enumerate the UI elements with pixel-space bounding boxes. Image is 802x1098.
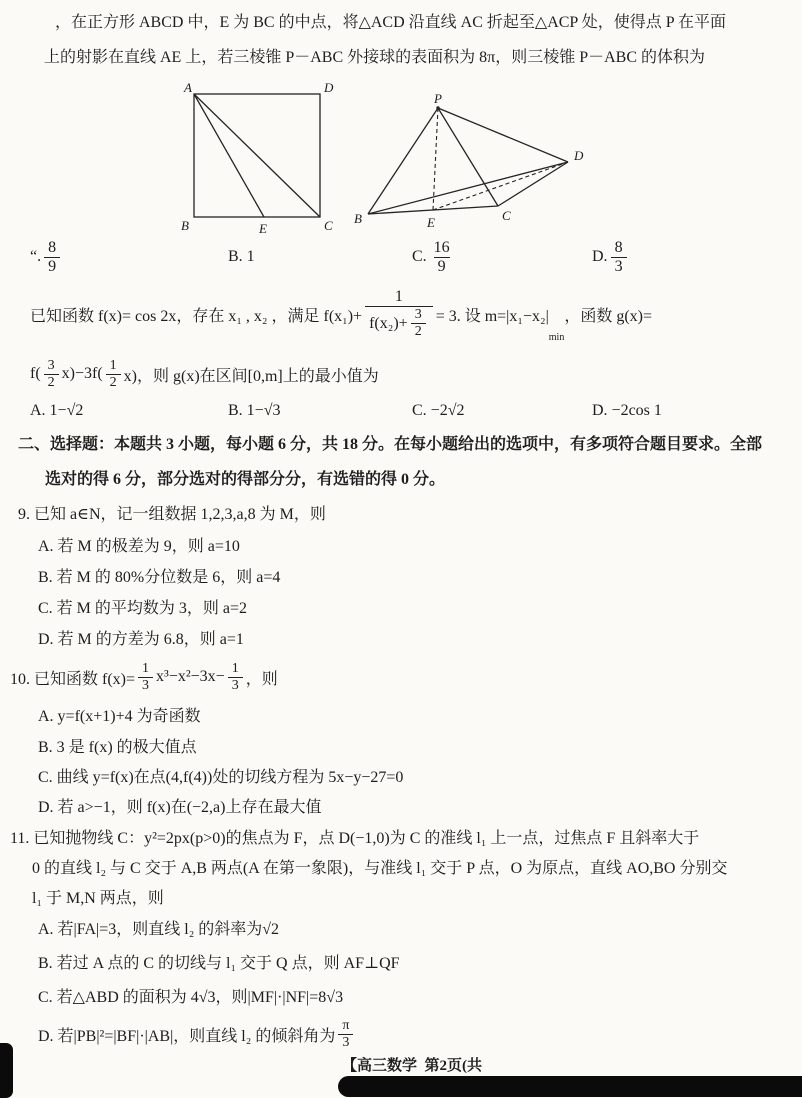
denominator: 3 [338, 1034, 353, 1051]
q7-option-b-text: B. 1 [228, 248, 255, 265]
q10-option-b: B. 3 是 f(x) 的极大值点 [38, 739, 197, 756]
tetra-label-b: B [354, 211, 362, 226]
tetra-dashed-lines [433, 108, 568, 210]
q11-stem-line3: l₁ 于 M,N 两点，则 [32, 890, 164, 907]
section2-header-line1: 二、选择题：本题共 3 小题，每小题 6 分，共 18 分。在每小题给出的选项中，有多项符合题目要求。全部 [18, 436, 763, 453]
q8-stem-pre: 已知函数 f(x)= cos 2x，存在 x₁ , x₂ ，满足 f(x₁)+ [30, 307, 363, 325]
q8-l2-p1: f( [30, 365, 41, 382]
q7-stem-line1: ，在正方形 ABCD 中，E 为 BC 的中点，将△ACD 沿直线 AC 折起至△ACP 处，使得点 P 在平面 [55, 14, 727, 31]
q11-option-d [38, 1012, 356, 1056]
q8-l2-p2: x)−3f( [61, 365, 103, 382]
q7-option-d-label: D. [592, 248, 608, 265]
denominator: 2 [106, 374, 121, 391]
tetra-label-d: D [574, 148, 584, 163]
section2-header-line2: 选对的得 6 分，部分选对的得部分分，有选错的得 0 分。 [45, 471, 446, 488]
q10-option-d: D. 若 a>−1，则 f(x)在(−2,a)上存在最大值 [38, 799, 322, 816]
denominator: 2 [44, 374, 59, 391]
square-label-c: C [324, 218, 333, 233]
tetrahedron-figure [352, 92, 592, 238]
numerator: 1 [231, 660, 239, 676]
q11-option-b: B. 若过 A 点的 C 的切线与 l₁ 交于 Q 点，则 AF⊥QF [38, 955, 400, 972]
q8-option-d: D. −2cos 1 [592, 402, 662, 419]
q10-option-c: C. 曲线 y=f(x)在点(4,f(4))处的切线方程为 5x−y−27=0 [38, 769, 404, 786]
q11-option-d-text: D. 若|PB|²=|BF|·|AB|，则直线 l₂ 的倾斜角为 [38, 1027, 336, 1045]
numerator: 1 [142, 660, 150, 676]
q10-stem-p1: 10. 已知函数 f(x)= [10, 670, 136, 688]
q7-option-c-fraction [430, 239, 454, 276]
denominator: 3 [138, 677, 153, 694]
q7-option-d-fraction [611, 239, 627, 276]
denominator: 9 [434, 257, 450, 276]
q8-big-fraction [365, 288, 433, 339]
q8-l2-p3: x)，则 g(x)在区间[0,m]上的最小值为 [123, 367, 379, 385]
q9-stem: 9. 已知 a∈N，记一组数据 1,2,3,a,8 为 M，则 [18, 506, 326, 523]
tetra-label-p: P [434, 91, 442, 106]
square-label-e: E [259, 221, 267, 236]
q7-option-a-fraction [44, 239, 60, 276]
q7-option-c [412, 234, 457, 280]
q9-option-a: A. 若 M 的极差为 9，则 a=10 [38, 538, 240, 555]
q10-stem-p2: x³−x²−3x− [156, 668, 225, 685]
q8-stem-line1 [30, 283, 652, 345]
q8-l2-fraction1 [44, 358, 59, 390]
q8-option-c: C. −2√2 [412, 402, 465, 419]
q8-stem-line2 [30, 352, 379, 396]
numerator: 16 [433, 238, 450, 256]
q8-stem-mid: = 3. 设 m=|x₁−x₂| [435, 307, 549, 325]
q11-option-d-fraction [338, 1018, 353, 1050]
q10-option-a: A. y=f(x+1)+4 为奇函数 [38, 708, 201, 725]
q8-option-b: B. 1−√3 [228, 402, 281, 419]
square-figure-lines [194, 94, 320, 217]
q10-fraction2 [228, 661, 243, 693]
square-label-d: D [324, 80, 334, 95]
q10-stem [10, 656, 278, 698]
square-label-a: A [184, 80, 192, 95]
q11-stem-line2: 0 的直线 l₂ 与 C 交于 A,B 两点(A 在第一象限)，与准线 l₁ 交于 P 点，O 为原点，直线 AO,BO 分别交 [32, 860, 728, 877]
denominator: 3 [611, 257, 627, 276]
denominator [365, 306, 433, 339]
corner-scan-mark [0, 1043, 13, 1098]
page-footer: 【高三数学 第2页(共 [342, 1058, 482, 1074]
numerator: 8 [614, 238, 623, 256]
q10-stem-p3: ，则 [245, 670, 278, 688]
tetra-label-e: E [427, 215, 435, 230]
numerator: 1 [394, 288, 403, 306]
q9-option-d: D. 若 M 的方差为 6.8，则 a=1 [38, 631, 244, 648]
q7-stem-line2: 上的射影在直线 AE 上，若三棱锥 P－ABC 外接球的表面积为 8π，则三棱锥 P－ABC 的体积为 [44, 49, 706, 66]
denominator: 3 [228, 677, 243, 694]
numerator: 3 [414, 307, 422, 323]
q7-option-b [228, 234, 255, 280]
q7-option-a-label: “. [30, 248, 42, 265]
q8-stem-post: ，函数 g(x)= [564, 307, 653, 325]
q8-den-pre: f(x₂)+ [369, 314, 408, 332]
q8-min-subscript: min [548, 332, 565, 343]
q7-option-c-label: C. [412, 248, 427, 265]
q9-option-b: B. 若 M 的 80%分位数是 6，则 a=4 [38, 569, 281, 586]
denominator: 9 [44, 257, 60, 276]
q11-option-c: C. 若△ABD 的面积为 4√3，则|MF|·|NF|=8√3 [38, 989, 344, 1006]
square-label-b: B [181, 218, 189, 233]
numerator: 3 [47, 357, 55, 373]
numerator: 8 [48, 238, 57, 256]
numerator: 1 [109, 357, 117, 373]
tetra-apex-dot [436, 106, 439, 109]
q8-option-a: A. 1−√2 [30, 402, 84, 419]
numerator: π [342, 1017, 350, 1033]
q8-l2-fraction2 [106, 358, 121, 390]
footer-redaction-bar [338, 1076, 802, 1097]
q7-option-d [592, 234, 630, 280]
q7-option-a [30, 234, 63, 280]
q8-den-fraction [411, 307, 426, 339]
denominator: 2 [411, 323, 426, 340]
square-figure [178, 80, 340, 236]
q10-fraction1 [138, 661, 153, 693]
q9-option-c: C. 若 M 的平均数为 3，则 a=2 [38, 600, 248, 617]
q11-option-a: A. 若|FA|=3，则直线 l₂ 的斜率为√2 [38, 921, 280, 938]
q11-stem-line1: 11. 已知抛物线 C：y²=2px(p>0)的焦点为 F，点 D(−1,0)为 C 的准线 l₁ 上一点，过焦点 F 且斜率大于 [10, 830, 700, 847]
tetra-label-c: C [502, 208, 511, 223]
